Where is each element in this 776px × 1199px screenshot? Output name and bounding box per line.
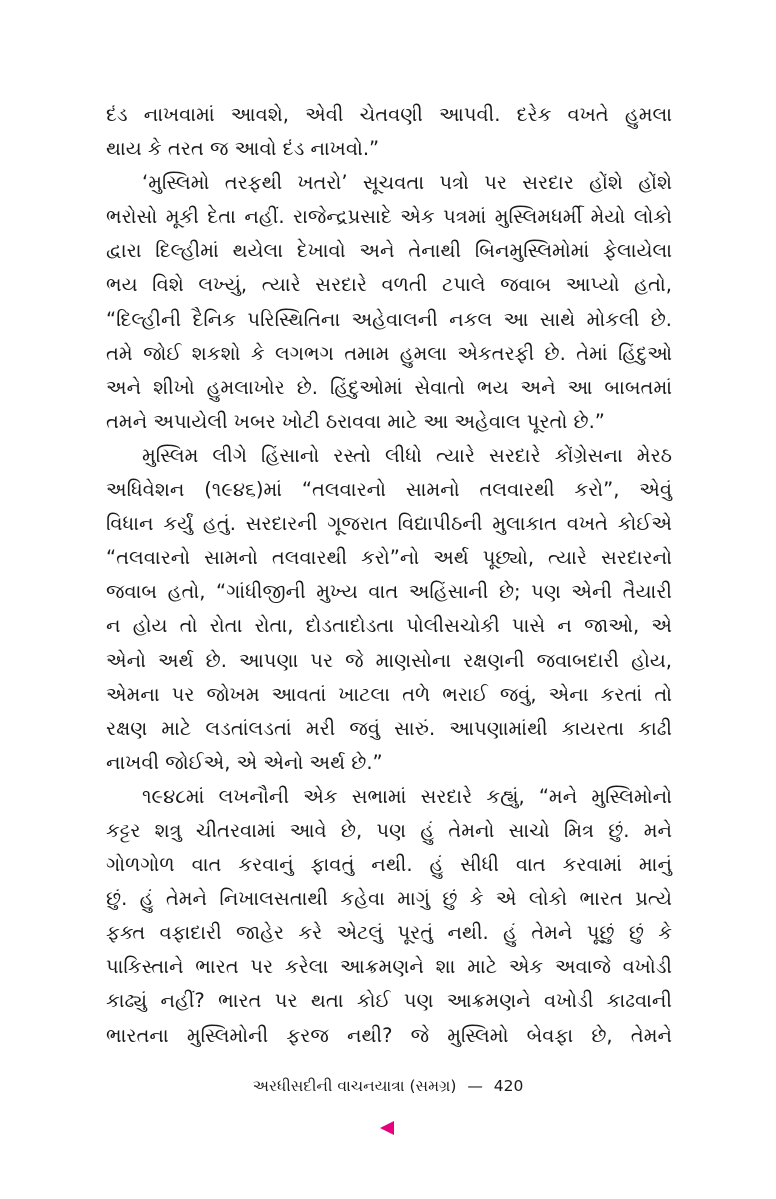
text-line: અને શીખો હુમલાખોર છે. હિંદુઓમાં સેવાતો ભય અને આ બાબતમાં bbox=[106, 375, 672, 399]
paragraph-4 bbox=[106, 780, 672, 1053]
paragraph-2 bbox=[106, 166, 672, 439]
text-line: દ્વારા દિલ્હીમાં થયેલા દેખાવો અને તેનાથી બિનમુસ્લિમોમાં ફેલાયેલા bbox=[106, 239, 672, 263]
text-line: ગોળગોળ વાત કરવાનું ફાવતું નથી. હું સીધી વાત કરવામાં માનું bbox=[106, 853, 672, 877]
text-line: ન હોય તો રોતા રોતા, દોડતાદોડતા પોલીસચોકી પાસે ન જાઓ, એ bbox=[106, 614, 672, 638]
text-line: જવાબ હતો, “ગાંધીજીની મુખ્ય વાત અહિંસાની છે; પણ એની તૈયારી bbox=[106, 580, 672, 604]
text-line: એનો અર્થ છે. આપણા પર જે માણસોના રક્ષણની જવાબદારી હોય, bbox=[106, 648, 672, 672]
text-line: કાઢ્યું નહીં? ભારત પર થતા કોઈ પણ આક્રમણને વખોડી કાઢવાની bbox=[106, 989, 672, 1013]
text-line: ‘મુસ્લિમો તરફથી ખતરો’ સૂચવતા પત્રો પર સરદાર હોંશે હોંશે bbox=[142, 171, 672, 195]
text-line: અધિવેશન (૧૯૪૬)માં “તલવારનો સામનો તલવારથી કરો”, એવું bbox=[106, 478, 672, 502]
text-line: છું. હું તેમને નિખાલસતાથી કહેવા માગું છું કે એ લોકો ભારત પ્રત્યે bbox=[106, 887, 672, 911]
text-line: વિધાન કર્યું હતું. સરદારની ગૂજરાત વિદ્યાપીઠની મુલાકાત વખતે કોઈએ bbox=[106, 512, 672, 536]
text-line: નાખવી જોઈએ, એ એનો અર્થ છે.” bbox=[106, 750, 383, 774]
page-number: 420 bbox=[493, 1077, 524, 1095]
page-body bbox=[106, 98, 672, 1053]
text-line: પાકિસ્તાને ભારત પર કરેલા આક્રમણને શા માટે એક અવાજે વખોડી bbox=[106, 955, 672, 979]
text-line: તમે જોઈ શકશો કે લગભગ તમામ હુમલા એકતરફી છે. તેમાં હિંદુઓ bbox=[106, 341, 672, 365]
text-line: એમના પર જોખમ આવતાં ખાટલા તળે ભરાઈ જવું, એના કરતાં તો bbox=[106, 682, 672, 706]
text-line: “દિલ્હીની દૈનિક પરિસ્થિતિના અહેવાલની નકલ આ સાથે મોકલી છે. bbox=[106, 307, 672, 331]
triangle-left-icon[interactable] bbox=[380, 1121, 394, 1135]
text-line: ભરોસો મૂકી દેતા નહીં. રાજેન્દ્રપ્રસાદે એક પત્રમાં મુસ્લિમધર્મી મેયો લોકો bbox=[106, 205, 672, 229]
paragraph-1 bbox=[106, 98, 672, 166]
page-footer bbox=[0, 1077, 776, 1096]
text-line: ૧૯૪૮માં લખનૌની એક સભામાં સરદારે કહ્યું, “મને મુસ્લિમોનો bbox=[142, 784, 672, 808]
text-line: ભય વિશે લખ્યું, ત્યારે સરદારે વળતી ટપાલે જવાબ આપ્યો હતો, bbox=[106, 273, 672, 297]
text-line: દંડ નાખવામાં આવશે, એવી ચેતવણી આપવી. દરેક વખતે હુમલા bbox=[106, 103, 672, 126]
text-line: “તલવારનો સામનો તલવારથી કરો”નો અર્થ પૂછ્યો, ત્યારે સરદારનો bbox=[106, 546, 672, 570]
paragraph-3 bbox=[106, 439, 672, 780]
text-line: ફક્ત વફાદારી જાહેર કરે એટલું પૂરતું નથી. હું તેમને પૂછું છું કે bbox=[106, 921, 672, 945]
text-line: ભારતના મુસ્લિમોની ફરજ નથી? જે મુસ્લિમો બેવફા છે, તેમને bbox=[106, 1023, 672, 1047]
text-line: તમને અપાયેલી ખબર ખોટી ઠરાવવા માટે આ અહેવાલ પૂરતો છે.” bbox=[106, 409, 605, 433]
text-line: રક્ષણ માટે લડતાંલડતાં મરી જવું સારું. આપણામાંથી કાયરતા કાઢી bbox=[106, 716, 672, 740]
text-line: મુસ્લિમ લીગે હિંસાનો રસ્તો લીધો ત્યારે સરદારે કોંગ્રેસના મેરઠ bbox=[142, 443, 672, 467]
book-title: અરધીસદીની વાચનયાત્રા (સમગ્ર) bbox=[252, 1077, 457, 1095]
text-line: કટ્ટર શત્રુ ચીતરવામાં આવે છે, પણ હું તેમનો સાચો મિત્ર છું. મને bbox=[106, 818, 672, 842]
footer-separator: — bbox=[467, 1077, 483, 1095]
text-line: થાય કે તરત જ આવો દંડ નાખવો.” bbox=[106, 137, 380, 161]
